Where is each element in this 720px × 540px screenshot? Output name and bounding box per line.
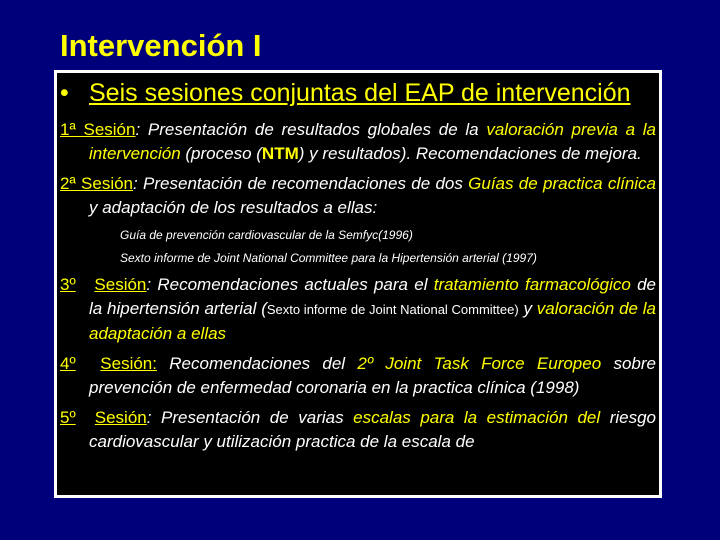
session-5-number: 5º: [60, 408, 76, 427]
session-1-text: : Presentación de resultados globales de la: [135, 120, 487, 139]
session-4-text: Recomendaciones del: [156, 354, 358, 373]
session-2-highlight: Guías de practica clínica: [468, 174, 657, 193]
session-3-highlight-2: valoración de la adaptación a ellas: [89, 299, 656, 343]
session-3-number: 3º: [60, 275, 76, 294]
session-3-text-2: de la hipertensión arterial (: [89, 275, 656, 318]
session-1-text-3: ) y resultados). Recomendaciones de mejora.: [298, 144, 642, 163]
session-1-label: 1ª Sesión: [60, 120, 136, 139]
session-5-highlight: escalas para la estimación del: [353, 408, 601, 427]
session-1-highlight: valoración previa a la intervención: [89, 120, 657, 163]
session-5: [60, 406, 656, 454]
session-5-text: : Presentación de varias: [146, 408, 354, 427]
session-2-text: : Presentación de recomendaciones de dos: [133, 174, 469, 193]
ntm-term: NTM: [261, 144, 299, 163]
session-2-label: 2ª Sesión: [60, 174, 134, 193]
session-4-label: Sesión:: [100, 354, 157, 373]
bullet-glyph: •: [60, 79, 69, 107]
session-4-number: 4º: [60, 354, 76, 373]
session-3-text: : Recomendaciones actuales para el: [146, 275, 434, 294]
session-4-highlight: 2º Joint Task Force Europeo: [357, 354, 602, 373]
session-1-text-2: (proceso (: [180, 144, 262, 163]
slide-title: Intervención I: [60, 28, 262, 63]
session-3-source: Sexto informe de Joint National Committee): [266, 302, 519, 317]
lead-bullet: [60, 78, 656, 108]
session-3-text-3: y: [518, 299, 537, 318]
session-2: [60, 172, 656, 220]
session-3-highlight: tratamiento farmacológico: [433, 275, 631, 294]
session-3-label: Sesión: [94, 275, 147, 294]
reference-item: Guía de prevención cardiovascular de la Semfyc(1996): [120, 228, 413, 242]
session-4-text-2: sobre prevención de enfermedad coronaria en la practica clínica (1998): [89, 354, 656, 397]
session-4: [60, 352, 656, 400]
session-1: [60, 118, 656, 166]
lead-text: Seis sesiones conjuntas del EAP de intervención: [89, 79, 631, 107]
slide-content: [60, 78, 656, 460]
reference-list: [60, 224, 656, 270]
session-2-text-2: y adaptación de los resultados a ellas:: [89, 198, 378, 217]
session-5-text-2: riesgo cardiovascular y utilización practica de la escala de: [89, 408, 657, 451]
reference-item: Sexto informe de Joint National Committee para la Hipertensión arterial (1997): [120, 251, 537, 265]
session-3: [60, 273, 656, 346]
session-5-label: Sesión: [94, 408, 147, 427]
